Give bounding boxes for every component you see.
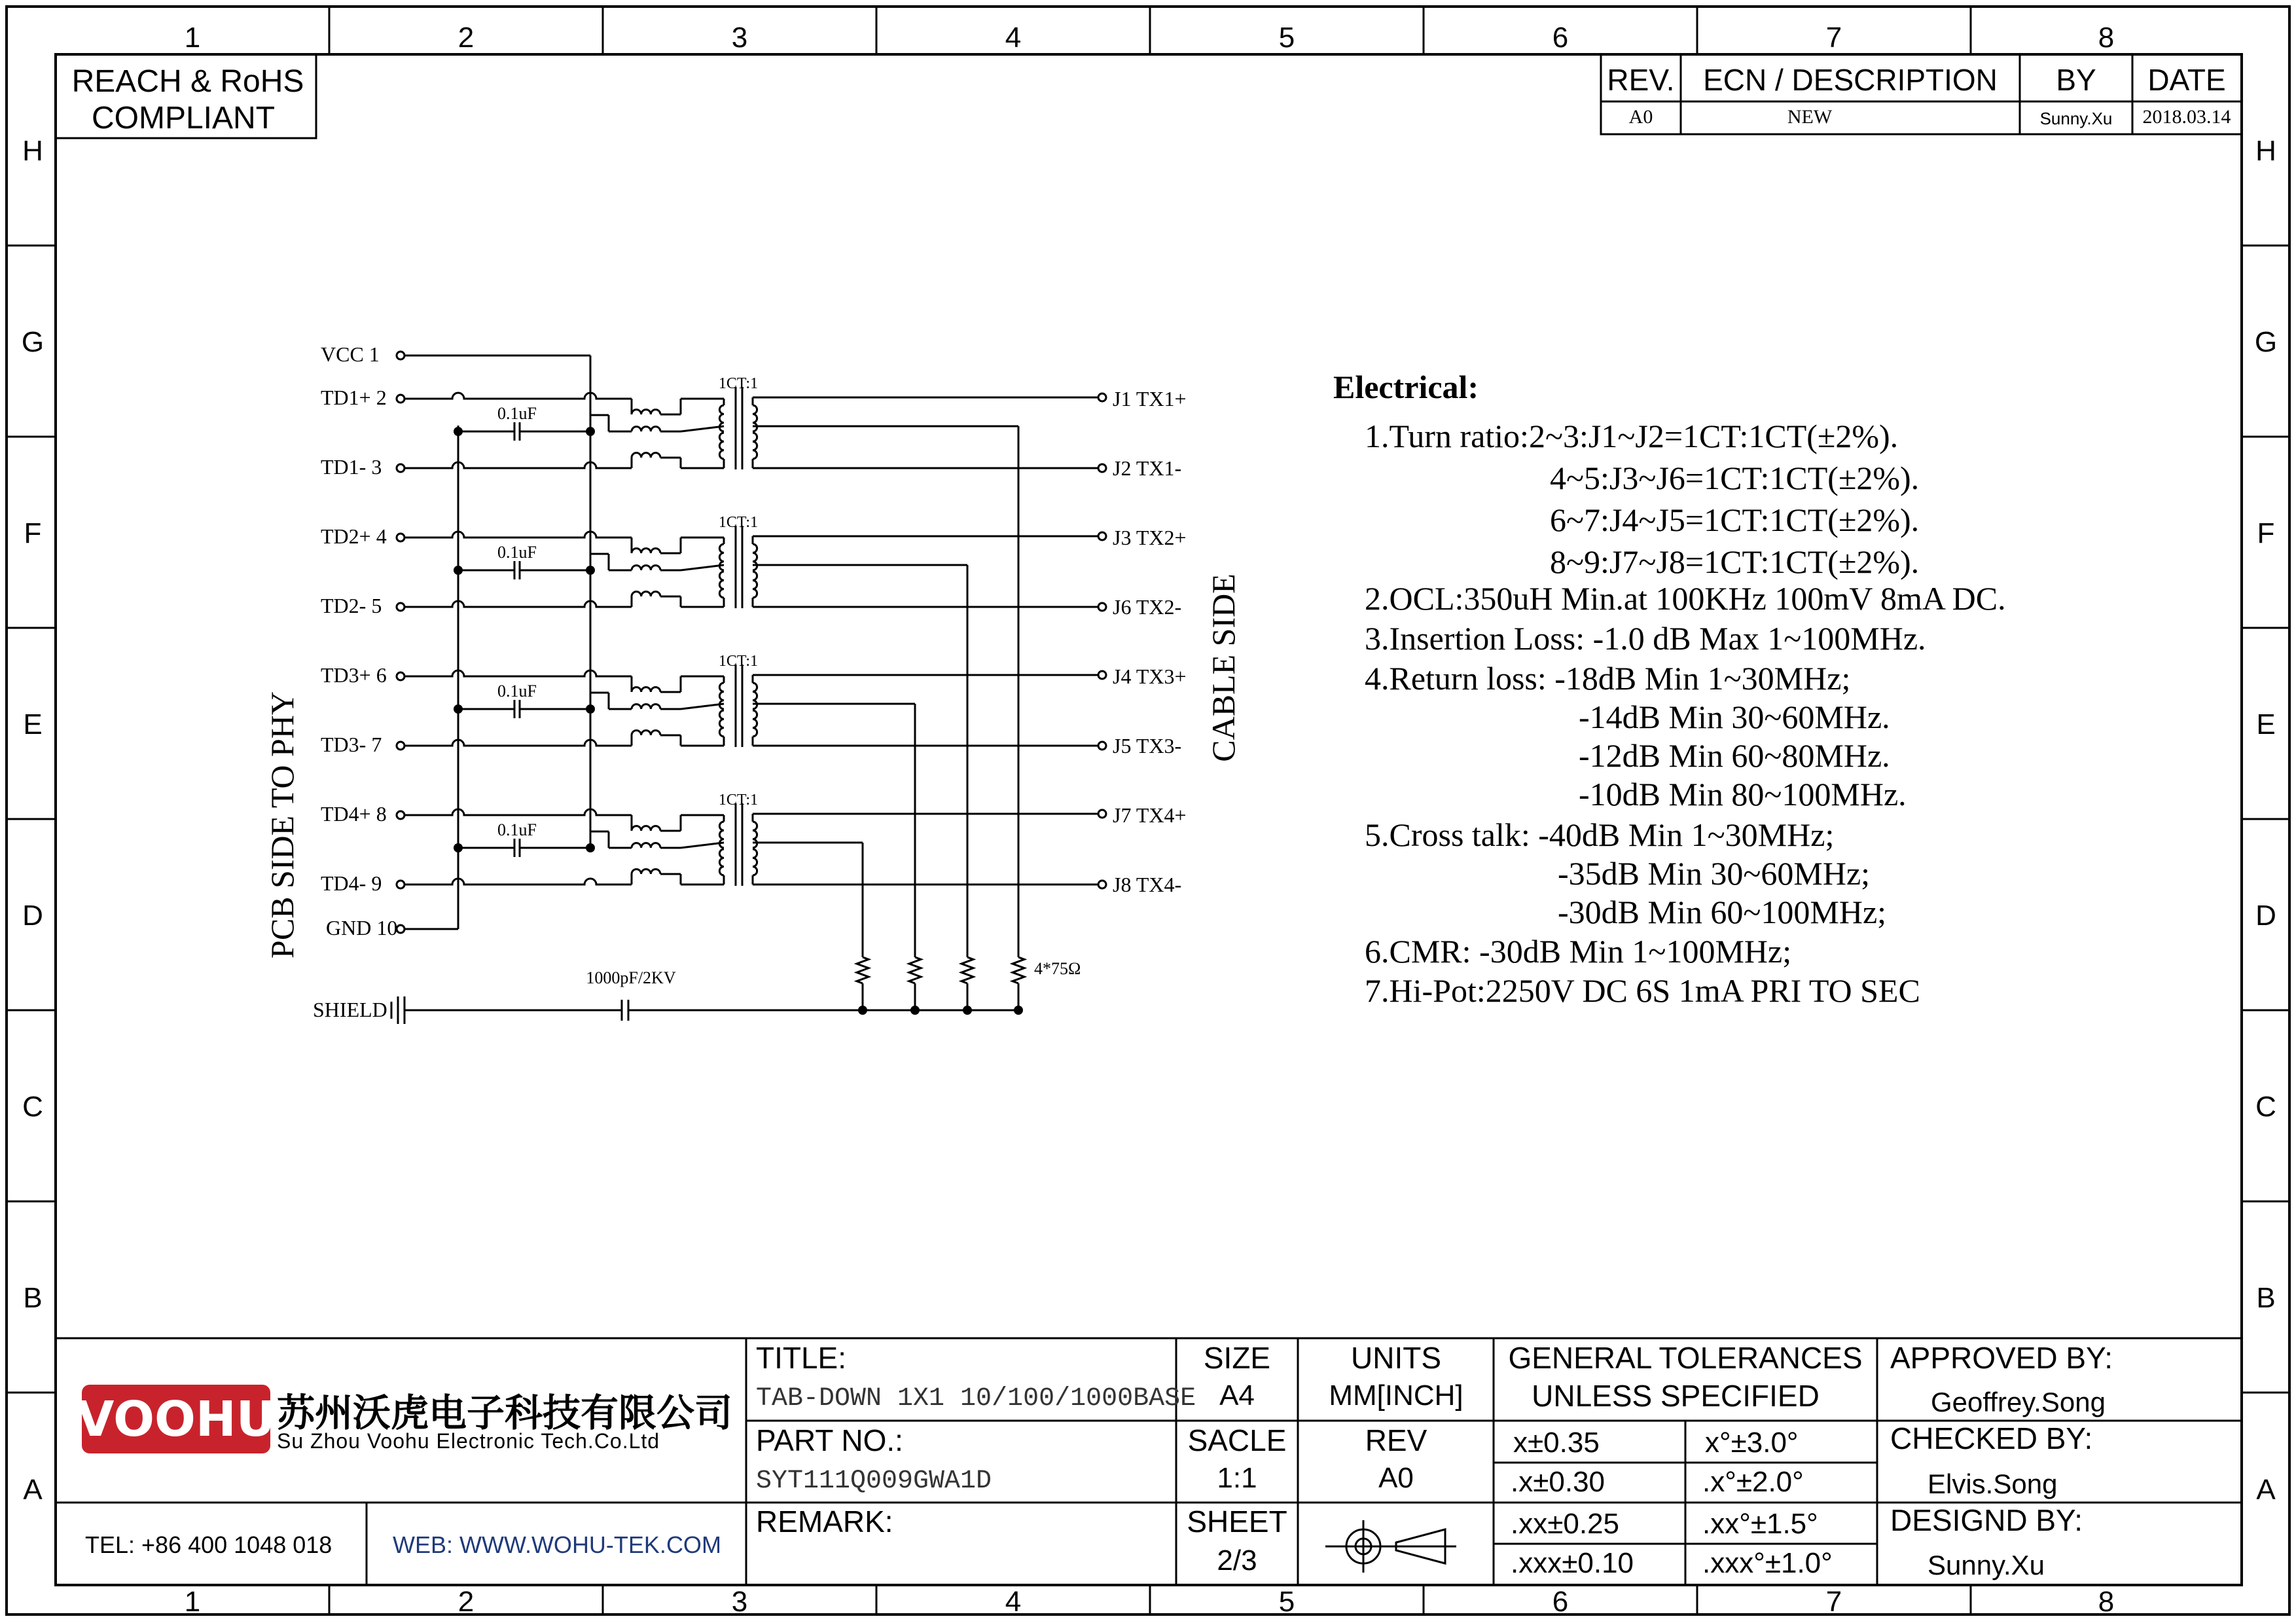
- pin-terminal: [397, 742, 404, 750]
- row-label: E: [2256, 708, 2276, 740]
- pin-terminal: [1098, 671, 1106, 679]
- resistor: [1013, 957, 1024, 983]
- pcb-side-label: PCB SIDE TO PHY: [264, 691, 300, 958]
- inductor-coil: [632, 592, 660, 596]
- pin-td2-minus: TD2- 5: [321, 594, 382, 617]
- checked-label: CHECKED BY:: [1890, 1421, 2093, 1455]
- row-label: F: [24, 517, 42, 549]
- pin-j8: J8 TX4-: [1113, 873, 1182, 896]
- column-label: 3: [731, 1586, 748, 1618]
- shield-cap-label: 1000pF/2KV: [586, 968, 676, 987]
- column-label: 3: [731, 22, 748, 54]
- junction-dot: [454, 704, 463, 714]
- pin-j2: J2 TX1-: [1113, 456, 1182, 480]
- transformer-winding: [719, 849, 724, 875]
- tolerance-linear: .xx±0.25: [1511, 1508, 1620, 1540]
- approved-value: Geoffrey.Song: [1931, 1387, 2106, 1417]
- wire: [404, 462, 632, 468]
- wire: [404, 670, 632, 676]
- tolerance-angular: .x°±2.0°: [1702, 1466, 1804, 1498]
- cap-label-4: 0.1uF: [497, 820, 537, 839]
- inductor-coil: [632, 869, 660, 874]
- pin-td2-plus: TD2+ 4: [321, 524, 387, 548]
- size-value: A4: [1219, 1379, 1255, 1412]
- logo-text: VOOHU: [77, 1391, 276, 1448]
- size-label: SIZE: [1203, 1341, 1271, 1375]
- checked-value: Elvis.Song: [1928, 1468, 2058, 1499]
- part-label: PART NO.:: [756, 1423, 903, 1457]
- units-value: MM[INCH]: [1329, 1379, 1463, 1412]
- cable-side-label: CABLE SIDE: [1205, 574, 1242, 762]
- spec-line: 8~9:J7~J8=1CT:1CT(±2%).: [1550, 543, 1920, 580]
- wire: [404, 532, 632, 538]
- row-label: B: [2256, 1282, 2276, 1314]
- column-label: 6: [1552, 1586, 1569, 1618]
- resistor-label: 4*75Ω: [1034, 959, 1081, 978]
- rev-header-by: BY: [2056, 63, 2096, 97]
- column-label: 6: [1552, 22, 1569, 54]
- transformer-winding: [753, 849, 757, 875]
- junction-dot: [910, 1006, 920, 1015]
- row-label: A: [23, 1474, 43, 1506]
- pin-td1-plus: TD1+ 2: [321, 386, 387, 409]
- company-name-en: Su Zhou Voohu Electronic Tech.Co.Ltd: [277, 1429, 660, 1453]
- spec-line: 2.OCL:350uH Min.at 100KHz 100mV 8mA DC.: [1365, 580, 2006, 617]
- row-label: G: [21, 326, 45, 358]
- ratio-label-4: 1CT:1: [718, 792, 759, 809]
- row-label: C: [22, 1091, 43, 1123]
- pin-terminal: [1098, 742, 1106, 750]
- pin-terminal: [397, 395, 404, 403]
- compliance-line-2: COMPLIANT: [91, 101, 276, 136]
- units-label: UNITS: [1351, 1341, 1441, 1375]
- spec-line: -12dB Min 60~80MHz.: [1579, 737, 1890, 774]
- pin-terminal: [1098, 603, 1106, 611]
- row-label: C: [2255, 1091, 2276, 1123]
- title-label: TITLE:: [756, 1341, 847, 1375]
- ratio-label-2: 1CT:1: [718, 514, 759, 531]
- ratio-label-3: 1CT:1: [718, 653, 759, 670]
- pin-terminal: [397, 811, 404, 819]
- rev-value: A0: [1378, 1462, 1414, 1494]
- row-label: H: [2255, 135, 2276, 167]
- inductor-coil: [632, 549, 660, 553]
- pin-td3-plus: TD3+ 6: [321, 663, 387, 687]
- transformer-winding: [719, 433, 724, 459]
- wire: [681, 704, 724, 709]
- remark-label: REMARK:: [756, 1504, 893, 1539]
- rev-row-by: Sunny.Xu: [2039, 109, 2113, 128]
- spec-line: -35dB Min 30~60MHz;: [1558, 855, 1871, 892]
- spec-line: 6.CMR: -30dB Min 1~100MHz;: [1365, 933, 1792, 970]
- schematic: [264, 342, 1242, 1024]
- junction-dot: [454, 566, 463, 575]
- tolerance-angular: .xx°±1.5°: [1702, 1508, 1818, 1540]
- column-label: 8: [2098, 1586, 2115, 1618]
- transformer-winding: [753, 572, 757, 598]
- cap-label-2: 0.1uF: [497, 543, 537, 562]
- vcc-pin-label: VCC 1: [321, 342, 380, 366]
- title-block-grid: [56, 1338, 2242, 1585]
- wire: [681, 565, 724, 570]
- tolerance-linear: x±0.35: [1513, 1427, 1600, 1459]
- pin-terminals: [397, 352, 1106, 933]
- spec-line: -30dB Min 60~100MHz;: [1558, 894, 1887, 930]
- sheet-label: SHEET: [1187, 1504, 1287, 1539]
- pin-td4-plus: TD4+ 8: [321, 802, 387, 826]
- spec-line: 1.Turn ratio:2~3:J1~J2=1CT:1CT(±2%).: [1365, 418, 1899, 454]
- transformer-winding: [753, 544, 757, 570]
- rev-row-rev: A0: [1628, 106, 1653, 128]
- junction-dot: [586, 704, 595, 714]
- pin-terminal: [1098, 393, 1106, 401]
- pin-j7: J7 TX4+: [1113, 803, 1187, 827]
- pin-td4-minus: TD4- 9: [321, 871, 382, 895]
- pin-terminal: [397, 603, 404, 611]
- spec-line: 4.Return loss: -18dB Min 1~30MHz;: [1365, 660, 1851, 697]
- row-label: A: [2256, 1474, 2276, 1506]
- tel: TEL: +86 400 1048 018: [85, 1531, 332, 1558]
- column-label: 1: [184, 1586, 201, 1618]
- transformer-winding: [753, 683, 757, 709]
- row-label: F: [2257, 517, 2275, 549]
- pin-terminal: [1098, 810, 1106, 818]
- spec-line: 4~5:J3~J6=1CT:1CT(±2%).: [1550, 460, 1920, 496]
- rev-row-description: NEW: [1787, 106, 1833, 128]
- pin-terminal: [1098, 532, 1106, 540]
- pin-terminal: [397, 352, 404, 359]
- web: WEB: WWW.WOHU-TEK.COM: [393, 1531, 721, 1558]
- column-label: 7: [1825, 1586, 1842, 1618]
- spec-line: 3.Insertion Loss: -1.0 dB Max 1~100MHz.: [1365, 620, 1926, 657]
- tolerance-title-2: UNLESS SPECIFIED: [1532, 1379, 1820, 1413]
- pin-terminal: [1098, 464, 1106, 472]
- junction-dot: [963, 1006, 972, 1015]
- row-label: E: [23, 708, 43, 740]
- tolerance-linear: .x±0.30: [1511, 1466, 1605, 1498]
- row-labels-right: [2255, 135, 2277, 1506]
- projection-symbol: [1325, 1520, 1456, 1573]
- designed-label: DESIGND BY:: [1890, 1503, 2083, 1537]
- wire: [681, 843, 724, 848]
- spec-line: -10dB Min 80~100MHz.: [1579, 776, 1907, 812]
- pin-terminal: [397, 672, 404, 680]
- row-label: H: [22, 135, 43, 167]
- inductor-coil: [632, 826, 660, 831]
- cap-label-3: 0.1uF: [497, 682, 537, 701]
- junction-dot: [858, 1006, 867, 1015]
- wire: [404, 393, 632, 399]
- resistor: [857, 957, 869, 983]
- row-labels-left: [22, 135, 44, 1506]
- tolerance-linear: .xxx±0.10: [1511, 1547, 1634, 1579]
- junction-dot: [454, 427, 463, 436]
- transformer-winding: [753, 405, 757, 431]
- scale-label: SACLE: [1187, 1423, 1287, 1457]
- scale-value: 1:1: [1217, 1462, 1257, 1494]
- spec-line: 6~7:J4~J5=1CT:1CT(±2%).: [1550, 501, 1920, 538]
- pin-j5: J5 TX3-: [1113, 734, 1182, 757]
- inductor-coil: [632, 453, 660, 458]
- electrical-heading: Electrical:: [1333, 369, 1479, 405]
- tolerance-title-1: GENERAL TOLERANCES: [1508, 1341, 1863, 1375]
- pin-td1-minus: TD1- 3: [321, 455, 382, 479]
- tolerance-angular: x°±3.0°: [1705, 1427, 1799, 1459]
- inductor-coil: [632, 687, 660, 692]
- column-label: 4: [1005, 22, 1022, 54]
- inductor-coil: [632, 704, 660, 709]
- pin-terminal: [397, 925, 404, 933]
- transformer-winding: [719, 710, 724, 737]
- junction-dot: [586, 427, 595, 436]
- rev-header-rev: REV.: [1607, 63, 1675, 97]
- shield-label: SHIELD: [313, 998, 387, 1021]
- wire: [404, 809, 632, 815]
- resistor: [909, 957, 921, 983]
- transformer-winding: [753, 822, 757, 848]
- tolerance-angular: .xxx°±1.0°: [1702, 1547, 1833, 1579]
- ratio-label-1: 1CT:1: [718, 375, 759, 392]
- designed-value: Sunny.Xu: [1928, 1550, 2045, 1580]
- column-label: 2: [457, 1586, 475, 1618]
- column-label: 7: [1825, 22, 1842, 54]
- pin-td3-minus: TD3- 7: [321, 733, 382, 756]
- inductor-coil: [632, 731, 660, 735]
- pin-j3: J3 TX2+: [1113, 526, 1187, 549]
- part-value: SYT111Q009GWA1D: [756, 1467, 992, 1496]
- pin-j1: J1 TX1+: [1113, 387, 1187, 410]
- inductor-coil: [632, 843, 660, 848]
- pin-terminal: [1098, 881, 1106, 888]
- wire: [681, 426, 724, 431]
- sheet-value: 2/3: [1217, 1544, 1257, 1577]
- resistor: [961, 957, 973, 983]
- rev-row-date: 2018.03.14: [2142, 106, 2231, 128]
- junction-dot: [454, 843, 463, 852]
- junction-dot: [586, 843, 595, 852]
- inductor-coil: [632, 410, 660, 414]
- gnd-pin-label: GND 10: [326, 916, 398, 939]
- pin-terminal: [397, 464, 404, 472]
- row-label: D: [22, 900, 43, 932]
- company-name-cn: 苏州沃虎电子科技有限公司: [277, 1391, 733, 1435]
- transformer-winding: [753, 433, 757, 459]
- pin-terminal: [397, 534, 404, 541]
- pin-j4: J4 TX3+: [1113, 665, 1187, 688]
- column-label: 8: [2098, 22, 2115, 54]
- cap-label-1: 0.1uF: [497, 404, 537, 423]
- column-label: 1: [184, 22, 201, 54]
- pin-j6: J6 TX2-: [1113, 595, 1182, 619]
- rev-label: REV: [1365, 1423, 1427, 1457]
- column-label: 5: [1278, 22, 1295, 54]
- transformer-winding: [719, 572, 724, 598]
- electrical-specs: [1333, 369, 2006, 1009]
- inductor-coil: [632, 427, 660, 431]
- inductor-coil: [632, 566, 660, 570]
- pin-terminal: [397, 881, 404, 888]
- transformer-winding: [753, 710, 757, 737]
- column-label: 2: [457, 22, 475, 54]
- spec-line: 5.Cross talk: -40dB Min 1~30MHz;: [1365, 816, 1835, 853]
- junction-dot: [586, 566, 595, 575]
- junction-dot: [1014, 1006, 1023, 1015]
- spec-line: -14dB Min 30~60MHz.: [1579, 699, 1890, 735]
- column-label: 4: [1005, 1586, 1022, 1618]
- column-label: 5: [1278, 1586, 1295, 1618]
- rev-header-date: DATE: [2147, 63, 2226, 97]
- row-label: B: [23, 1282, 43, 1314]
- wire: [404, 879, 632, 884]
- approved-label: APPROVED BY:: [1890, 1341, 2113, 1375]
- row-label: D: [2255, 900, 2276, 932]
- rev-header-description: ECN / DESCRIPTION: [1703, 63, 1998, 97]
- compliance-line-1: REACH & RoHS: [71, 64, 304, 99]
- row-label: G: [2254, 326, 2278, 358]
- title-value: TAB-DOWN 1X1 10/100/1000BASE: [756, 1384, 1196, 1413]
- spec-line: 7.Hi-Pot:2250V DC 6S 1mA PRI TO SEC: [1365, 972, 1920, 1009]
- wire: [404, 601, 632, 607]
- wire: [404, 740, 632, 746]
